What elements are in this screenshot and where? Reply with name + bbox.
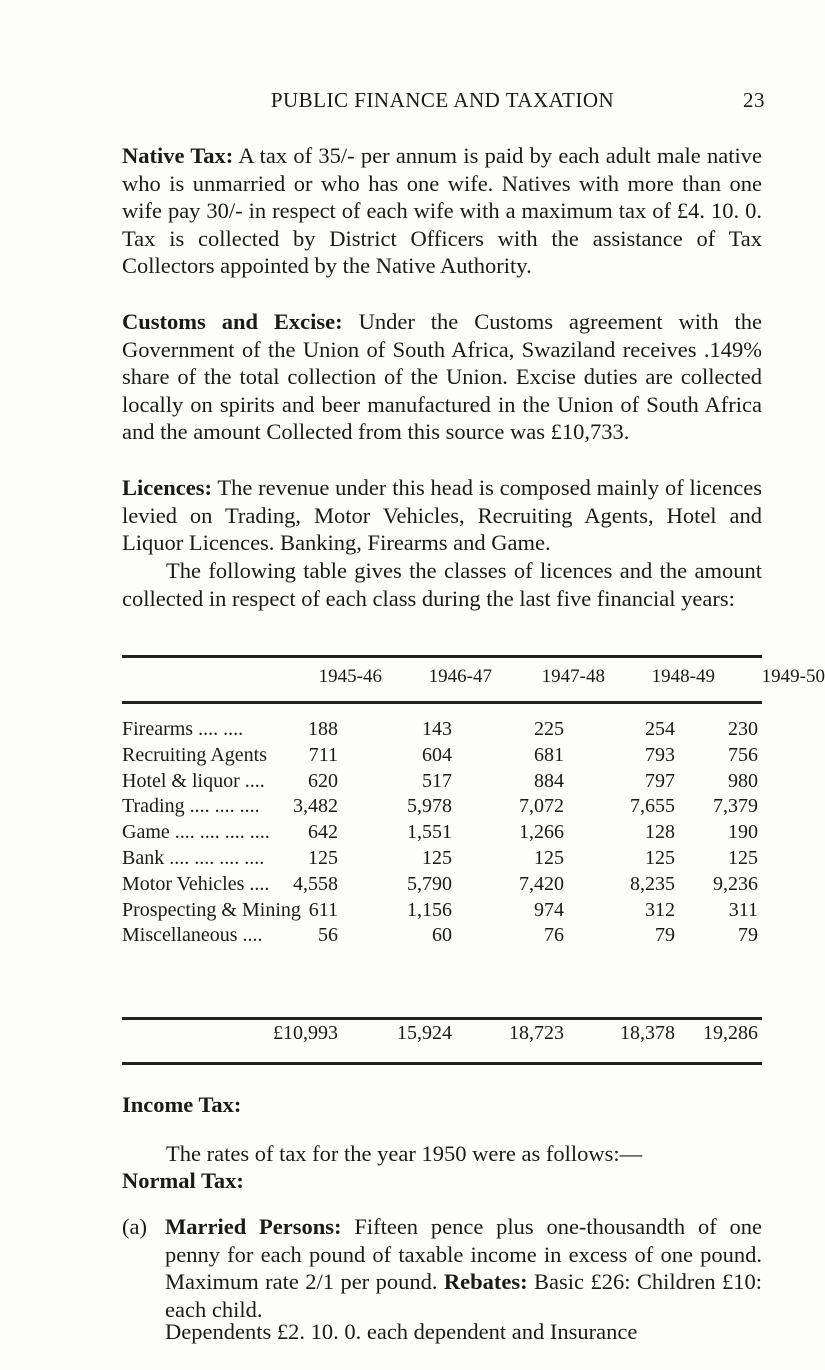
cell: 681	[534, 743, 564, 766]
cell: 9,236	[713, 872, 758, 895]
item-a-body	[165, 1213, 762, 1323]
cell: 8,235	[630, 872, 675, 895]
cell: 125	[534, 846, 564, 869]
cell: 311	[728, 898, 758, 921]
table-top-rule	[122, 655, 762, 658]
year-col-2: 1946-47	[428, 666, 492, 687]
cell: 128	[645, 821, 675, 844]
cell: 60	[432, 924, 452, 947]
table-header-rule	[122, 701, 762, 704]
total-cell: £10,993	[273, 1022, 338, 1044]
cell: 1,266	[519, 821, 564, 844]
cell: 188	[308, 718, 338, 740]
licence-table-body	[122, 718, 762, 950]
cell: 3,482	[293, 795, 338, 818]
cell: 611	[308, 898, 338, 921]
cell: 254	[645, 718, 675, 740]
licences-heading: Licences:	[122, 475, 212, 500]
cell: 7,379	[713, 795, 758, 818]
native-tax-text: A tax of 35/- per annum is paid by each adult male native who is unmarried or who has one wife. Natives with more than one wife pay 30/- in respect of each wife with a maximum tax of £4. 10. 0. Tax is collected by District Officers with the assistance of Tax Collectors appointed by the Native Authority.	[122, 143, 763, 278]
cell: 79	[738, 924, 758, 947]
native-tax-paragraph	[122, 142, 762, 280]
year-col-4: 1948-49	[651, 666, 715, 687]
row-label: Bank .... .... .... ....	[122, 846, 265, 869]
row-label: Recruiting Agents	[122, 743, 267, 766]
table-row	[122, 873, 762, 899]
year-col-5: 1949-50	[761, 666, 825, 687]
running-header	[120, 88, 765, 113]
cell: 143	[422, 718, 452, 740]
cell: 797	[645, 769, 675, 792]
cell: 980	[728, 769, 758, 792]
customs-text: Under the Customs agreement with the Government of the Union of South Africa, Swaziland receives .149% share of the total collection of the Union. Excise duties are collected locally on spirits and beer manufactured in the Union of South Africa and the amount Collected from this source was £10,733.	[122, 309, 762, 444]
cell: 4,558	[293, 872, 338, 895]
cell: 7,072	[519, 795, 564, 818]
cell: 793	[645, 743, 675, 766]
cell: 5,978	[407, 795, 452, 818]
table-row	[122, 899, 762, 925]
cell: 1,156	[407, 898, 452, 921]
header-title: PUBLIC FINANCE AND TAXATION	[270, 88, 615, 112]
cell: 604	[422, 743, 452, 766]
table-row	[122, 821, 762, 847]
table-total-rule	[122, 1017, 762, 1020]
table-row	[122, 847, 762, 873]
cell: 312	[645, 898, 675, 921]
year-col-1: 1945-46	[318, 666, 382, 687]
row-label: Game .... .... .... ....	[122, 821, 270, 844]
cell: 756	[728, 743, 758, 766]
licences-text: The revenue under this head is composed mainly of licences levied on Trading, Motor Vehicles, Recruiting Agents, Hotel and Liquor Licences. Banking, Firearms and Game.	[122, 475, 762, 555]
row-label: Firearms .... ....	[122, 718, 244, 740]
row-label: Trading .... .... ....	[122, 795, 260, 818]
income-tax-intro: The rates of tax for the year 1950 were as follows:—	[166, 1141, 643, 1166]
row-label: Hotel & liquor ....	[122, 769, 265, 792]
rebates-heading: Rebates:	[443, 1269, 528, 1294]
item-a-label: (a)	[122, 1214, 147, 1239]
table-row	[122, 744, 762, 770]
cell: 620	[308, 769, 338, 792]
table-row	[122, 770, 762, 796]
table-bottom-rule	[122, 1062, 762, 1065]
cell: 5,790	[407, 872, 452, 895]
total-cell: 18,378	[620, 1022, 675, 1044]
row-label: Motor Vehicles ....	[122, 872, 270, 895]
income-tax-heading: Income Tax:	[122, 1092, 242, 1117]
licences-intro: The following table gives the classes of licences and the amount collected in respect of each class during the last five financial years:	[122, 558, 762, 611]
cell: 56	[318, 924, 338, 947]
native-tax-heading: Native Tax:	[122, 143, 234, 168]
cell: 884	[534, 769, 564, 792]
cell: 125	[308, 846, 338, 869]
rebates-text: Basic £26: Children £10: each child.	[165, 1269, 763, 1322]
cell: 1,551	[407, 821, 452, 844]
cell: 517	[422, 769, 452, 792]
total-cell: 15,924	[397, 1022, 452, 1044]
total-cell: 18,723	[509, 1022, 564, 1044]
table-row	[122, 718, 762, 744]
licences-paragraph	[122, 474, 762, 557]
married-persons-heading: Married Persons:	[165, 1214, 342, 1239]
cell: 711	[308, 743, 338, 766]
cell: 7,655	[630, 795, 675, 818]
cell: 225	[534, 718, 564, 740]
married-persons-text: Fifteen pence plus one-thousandth of one penny for each pound of taxable income in excess of one pound. Maximum rate 2/1 per pound.	[165, 1214, 763, 1294]
cell: 125	[728, 846, 758, 869]
cell: 76	[544, 924, 564, 947]
cell: 230	[728, 718, 758, 740]
dependents-line: Dependents £2. 10. 0. each dependent and Insurance	[165, 1319, 638, 1344]
cell: 7,420	[519, 872, 564, 895]
cell: 125	[645, 846, 675, 869]
normal-tax-heading: Normal Tax:	[122, 1168, 244, 1193]
cell: 642	[308, 821, 338, 844]
table-row	[122, 924, 762, 950]
customs-paragraph	[122, 308, 762, 446]
row-label: Prospecting & Mining	[122, 898, 301, 921]
cell: 190	[728, 821, 758, 844]
page-number: 23	[743, 88, 765, 112]
table-row	[122, 795, 762, 821]
cell: 974	[534, 898, 564, 921]
customs-heading: Customs and Excise:	[122, 309, 343, 334]
total-cell: 19,286	[703, 1022, 758, 1044]
cell: 79	[655, 924, 675, 947]
married-persons-item	[122, 1213, 762, 1323]
row-label: Miscellaneous ....	[122, 924, 263, 947]
cell: 125	[422, 846, 452, 869]
year-col-3: 1947-48	[541, 666, 605, 687]
